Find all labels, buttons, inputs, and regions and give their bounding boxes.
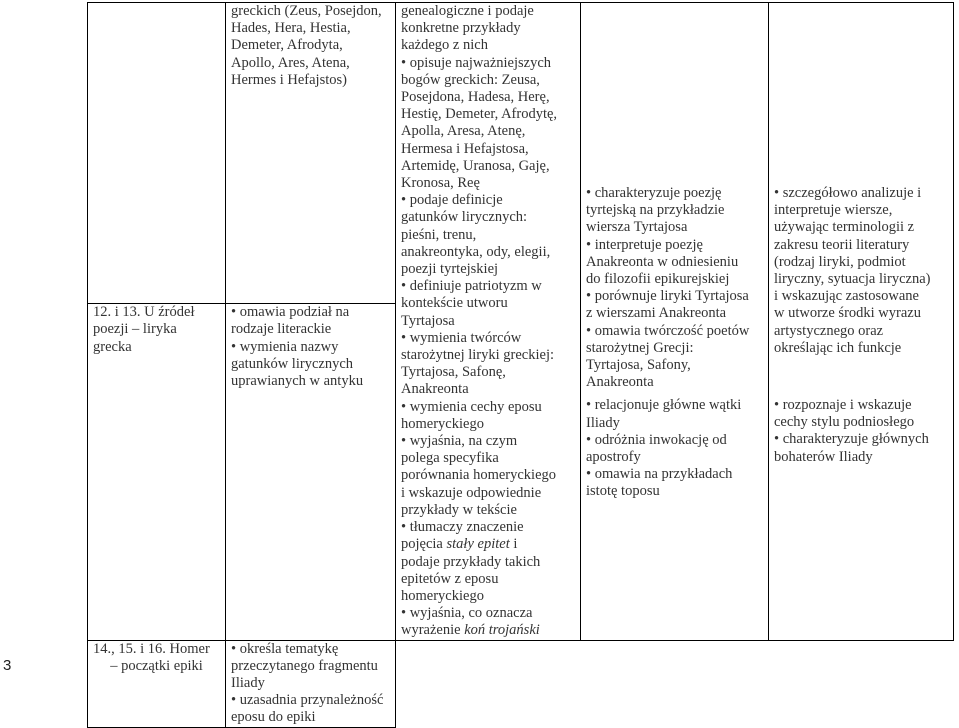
list-item: • szczegółowo analizuje i bbox=[774, 185, 922, 201]
topic-title-line: grecka bbox=[93, 338, 132, 355]
italic-term: koń trojański bbox=[464, 622, 540, 639]
text-line: anakreontyka, ody, elegii, bbox=[401, 243, 551, 260]
list-item: • podaje definicje bbox=[401, 192, 503, 209]
text-line: i wskazując zastosowane bbox=[774, 288, 919, 305]
cell-topic-liryka bbox=[88, 304, 226, 640]
topic-title-line: poezji – liryka bbox=[93, 321, 177, 338]
text-line: epitetów z eposu bbox=[401, 570, 499, 587]
list-item: • interpretuje poezję bbox=[586, 236, 703, 253]
text-line: poezji tyrtejskiej bbox=[401, 261, 499, 278]
text-line: Kronosa, Reę bbox=[401, 175, 480, 192]
text-line: eposu do epiki bbox=[231, 709, 316, 726]
text-line: używając terminologii z bbox=[774, 219, 915, 236]
text-line: Artemidę, Uranosa, Gaję, bbox=[401, 157, 550, 174]
text-line: Hades, Hera, Hestia, bbox=[231, 20, 351, 37]
text-line: Hestię, Demeter, Afrodytę, bbox=[401, 106, 558, 123]
text-line: (rodzaj liryki, podmiot bbox=[774, 253, 906, 270]
text-line: każdego z nich bbox=[401, 37, 488, 54]
text-line: greckich (Zeus, Posejdon, bbox=[231, 3, 382, 19]
text-line: homeryckiego bbox=[401, 415, 484, 432]
list-item: • definiuje patriotyzm w bbox=[401, 278, 542, 295]
text-line: Tyrtajosa, Safony, bbox=[586, 357, 691, 374]
text-fragment: wyrażenie bbox=[401, 622, 465, 639]
text-line: Demeter, Afrodyta, bbox=[231, 37, 343, 54]
list-item: • wymienia nazwy bbox=[231, 338, 339, 355]
list-item: • omawia na przykładach bbox=[586, 466, 733, 483]
list-item: • określa tematykę bbox=[231, 640, 339, 657]
list-item: • porównuje liryki Tyrtajosa bbox=[586, 288, 749, 305]
spacer bbox=[774, 357, 948, 397]
cell-r0-c3 bbox=[396, 3, 581, 641]
text-line: w utworze środki wyrazu bbox=[774, 305, 921, 322]
topic-title-line: 12. i 13. U źródeł bbox=[93, 304, 195, 321]
text-line: wiersza Tyrtajosa bbox=[586, 219, 688, 236]
text-line: cechy stylu podniosłego bbox=[774, 414, 915, 431]
text-line: apostrofy bbox=[586, 449, 641, 466]
text-line: Hermesa i Hefajstosa, bbox=[401, 140, 529, 157]
text-line: konkretne przykłady bbox=[401, 20, 521, 37]
text-line: rodzaje literackie bbox=[231, 321, 332, 338]
list-item: • wyjaśnia, co oznacza bbox=[401, 605, 533, 622]
table-row-top bbox=[88, 3, 954, 304]
topic-title-line: 14., 15. i 16. Homer bbox=[93, 640, 210, 657]
list-item: • odróżnia inwokację od bbox=[586, 431, 727, 448]
text-line: uprawianych w antyku bbox=[231, 372, 364, 389]
cell-r2-c2 bbox=[226, 640, 396, 727]
text-line: do filozofii epikurejskiej bbox=[586, 271, 730, 288]
text-line: Hermes i Hefajstos) bbox=[231, 71, 347, 88]
text-line: artystycznego oraz bbox=[774, 322, 884, 339]
list-item: • wymienia twórców bbox=[401, 329, 522, 346]
list-item: • wyjaśnia, na czym bbox=[401, 433, 518, 450]
list-item: • rozpoznaje i wskazuje bbox=[774, 397, 912, 414]
list-item: • charakteryzuje głównych bbox=[774, 431, 929, 448]
text-line: Apolla, Aresa, Atenę, bbox=[401, 123, 526, 140]
text-line: Posejdona, Hadesa, Herę, bbox=[401, 89, 550, 106]
text-line: porównania homeryckiego bbox=[401, 467, 557, 484]
cell-r1-c2 bbox=[226, 304, 396, 640]
text-fragment: i bbox=[509, 536, 518, 553]
text-line: liryczny, sytuacja liryczna) bbox=[774, 271, 931, 288]
text-line: polega specyfika bbox=[401, 450, 499, 467]
text-line: Tyrtajosa bbox=[401, 312, 455, 329]
text-line: Anakreonta w odniesieniu bbox=[586, 253, 739, 270]
text-line: interpretuje wiersze, bbox=[774, 202, 893, 219]
spacer bbox=[586, 3, 763, 185]
list-item: • opisuje najważniejszych bbox=[401, 54, 552, 71]
text-line: bohaterów Iliady bbox=[774, 448, 873, 465]
text-line: starożytnej liryki greckiej: bbox=[401, 347, 555, 364]
page-number: 3 bbox=[3, 657, 12, 674]
list-item: • relacjonuje główne wątki bbox=[586, 397, 742, 414]
text-line: kontekście utworu bbox=[401, 295, 508, 312]
text-line: tyrtejską na przykładzie bbox=[586, 202, 725, 219]
text-line: bogów greckich: Zeusa, bbox=[401, 71, 540, 88]
list-item: • charakteryzuje poezję bbox=[586, 185, 722, 201]
list-item: • tłumaczy znaczenie bbox=[401, 519, 524, 536]
text-line bbox=[401, 622, 575, 639]
text-line: pieśni, trenu, bbox=[401, 226, 477, 243]
table-row-homer bbox=[88, 640, 954, 727]
spacer bbox=[774, 3, 948, 185]
text-line: z wierszami Anakreonta bbox=[586, 305, 727, 322]
cell-topic-homer bbox=[88, 640, 226, 727]
text-line: określając ich funkcje bbox=[774, 339, 902, 356]
text-line: przykłady w tekście bbox=[401, 501, 517, 518]
text-line: istotę toposu bbox=[586, 483, 660, 500]
text-line: zakresu teorii literatury bbox=[774, 236, 910, 253]
cell-r0-c5 bbox=[769, 3, 954, 641]
text-line: genealogiczne i podaje bbox=[401, 3, 534, 19]
text-line: przeczytanego fragmentu bbox=[231, 657, 378, 674]
text-line: Iliady bbox=[231, 674, 265, 691]
text-line: Iliady bbox=[586, 414, 620, 431]
text-line: Anakreonta bbox=[586, 374, 654, 391]
cell-r0-c4 bbox=[581, 3, 769, 641]
cell-r0-c2 bbox=[226, 3, 396, 304]
text-line bbox=[401, 536, 575, 553]
list-item: • wymienia cechy eposu bbox=[401, 398, 542, 415]
text-line: starożytnej Grecji: bbox=[586, 339, 694, 356]
text-line: Tyrtajosa, Safonę, bbox=[401, 364, 506, 381]
list-item: • omawia podział na bbox=[231, 304, 350, 321]
text-line: Apollo, Ares, Atena, bbox=[231, 54, 350, 71]
text-line: i wskazuje odpowiednie bbox=[401, 484, 542, 501]
list-item: • omawia twórczość poetów bbox=[586, 322, 750, 339]
text-line: Anakreonta bbox=[401, 381, 469, 398]
text-line: gatunków lirycznych bbox=[231, 355, 354, 372]
cell-topic-empty bbox=[88, 3, 226, 304]
lesson-plan-table bbox=[87, 2, 954, 728]
text-line: gatunków lirycznych: bbox=[401, 209, 528, 226]
list-item: • uzasadnia przynależność bbox=[231, 692, 384, 709]
topic-title-line: – początki epiki bbox=[110, 657, 203, 674]
italic-term: stały epitet bbox=[446, 536, 510, 553]
text-line: podaje przykłady takich bbox=[401, 553, 541, 570]
text-fragment: pojęcia bbox=[401, 536, 447, 553]
text-line: homeryckiego bbox=[401, 587, 484, 604]
